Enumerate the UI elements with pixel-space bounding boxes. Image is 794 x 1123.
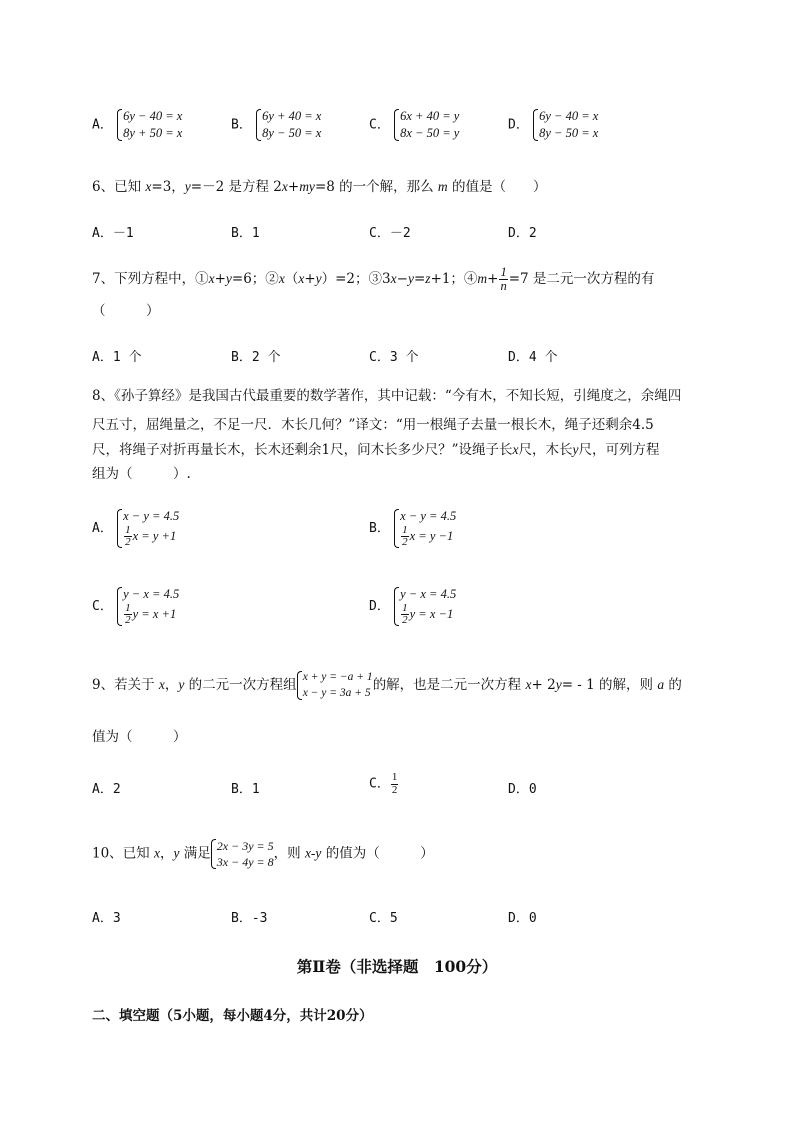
option-label: B． [231, 782, 252, 797]
q7-option-b [231, 346, 280, 365]
stem-text: ）=2；③3 [321, 271, 391, 288]
question-9-blank: 值为（ ） [92, 729, 187, 745]
q5-option-a [92, 108, 182, 142]
q10-option-c [369, 907, 398, 926]
stem-text: + [287, 179, 300, 195]
fraction-numerator: 1 [500, 265, 507, 279]
equation-system [256, 108, 321, 142]
option-label: A． [92, 226, 113, 241]
math-var: m [477, 271, 488, 287]
q10-option-a [92, 907, 121, 926]
stem-text: 的解，也是二元一次方程 [372, 677, 526, 694]
fraction-numerator: 1 [125, 601, 131, 614]
option-label: B． [231, 117, 252, 133]
option-value: 4 个 [528, 350, 558, 365]
math-var: y [225, 271, 232, 287]
q6-option-b [231, 222, 260, 241]
question-number: 6、 [92, 179, 115, 195]
equation [400, 525, 456, 549]
stem-text: 满足 [179, 845, 211, 862]
q8-option-c [92, 586, 179, 627]
stem-text: ， [159, 845, 174, 862]
math-var: my [299, 179, 315, 194]
math-var: x [281, 179, 288, 194]
option-label: C． [369, 117, 390, 133]
option-label: C． [92, 598, 113, 614]
question-number: 8、 [92, 388, 115, 404]
stem-text: = [413, 271, 426, 288]
math-var: x-y [304, 845, 322, 861]
fraction-numerator: 1 [402, 523, 408, 536]
stem-text: 尺，可列方程 [578, 442, 660, 458]
option-label: D． [508, 782, 529, 797]
math-var: x [158, 677, 165, 693]
q9-option-a [92, 778, 121, 797]
stem-text: 的 [664, 677, 682, 694]
stem-text: =7 是二元一次方程的有 [508, 271, 655, 288]
stem-text: 的值为（ ） [321, 845, 434, 862]
question-8-line-2: 尺五寸，屈绳量之，不足一尺．木长几何？”译文：“用一根绳子去量一根长木，绳子还剩余4.5 [92, 417, 654, 433]
question-8-line-4: 组为（ ）. [92, 466, 191, 482]
stem-text: − [396, 271, 408, 288]
stem-text: =6；② [231, 271, 279, 288]
option-label: A． [92, 911, 113, 926]
stem-text: = - 1 的解，则 [561, 677, 658, 694]
q7-option-c [369, 346, 418, 365]
math-var: y [178, 677, 185, 693]
math-var: x [153, 845, 160, 861]
equation: x − y = 4.5 [400, 509, 457, 523]
equation-text: y = x +1 [132, 606, 177, 621]
q7-option-a [92, 346, 141, 365]
fraction-numerator: 1 [402, 601, 408, 614]
stem-text: + [214, 271, 226, 288]
option-label: D． [369, 598, 390, 614]
option-label: D． [508, 117, 529, 133]
fraction-numerator: 1 [391, 771, 398, 783]
q8-option-a [92, 508, 179, 549]
stem-text: 若关于 [114, 677, 159, 694]
question-9-stem [92, 670, 682, 701]
stem-text: 《孙子算经》是我国古代最重要的数学著作，其中记载：“今有木，不知长短，引绳度之，余绳四 [114, 388, 682, 404]
fraction [401, 603, 409, 627]
option-value: 0 [528, 911, 537, 926]
equation-system [117, 586, 179, 627]
equation: 8y − 50 = x [262, 125, 322, 140]
math-var: x [525, 677, 532, 693]
math-var: x [278, 271, 285, 287]
equation: 8x − 50 = y [400, 125, 460, 140]
equation: 8y + 50 = x [123, 125, 183, 140]
math-var: x [145, 179, 152, 194]
option-value: -3 [251, 911, 268, 926]
equation: x + y = −a + 1 [302, 671, 373, 683]
option-value: 2 [528, 226, 537, 241]
q5-option-c [369, 108, 459, 142]
equation-system [533, 108, 598, 142]
question-number: 7、 [92, 271, 115, 288]
section-title: 第Ⅱ卷（非选择题 100分） [296, 957, 498, 976]
equation [400, 603, 456, 627]
q8-option-b [369, 508, 456, 549]
math-var: y [173, 845, 180, 861]
equation-system [297, 670, 373, 701]
option-label: B． [369, 520, 390, 536]
option-value: 1 [251, 782, 260, 797]
equation: 3x − 4y = 8 [216, 855, 274, 870]
option-value: 2 [112, 782, 121, 797]
math-var: x [390, 271, 397, 287]
question-8-line-1 [92, 385, 681, 407]
question-number: 9、 [92, 677, 115, 694]
math-var: x [512, 442, 519, 457]
option-label: D． [508, 350, 529, 365]
option-label: C． [369, 776, 390, 792]
fraction-denominator: 2 [391, 783, 398, 796]
q5-option-b [231, 108, 321, 142]
option-value: 3 个 [389, 350, 419, 365]
math-var: m [437, 179, 448, 194]
equation-text: x = y −1 [409, 528, 454, 543]
stem-text: 尺，木长 [518, 442, 573, 458]
stem-text: + [304, 271, 316, 288]
option-label: B． [231, 911, 252, 926]
math-var: y [315, 271, 322, 287]
math-var: a [657, 677, 665, 693]
equation: y − x = 4.5 [400, 587, 457, 601]
fraction [391, 772, 399, 796]
option-value: 1 [251, 226, 260, 241]
equation-system [117, 508, 179, 549]
stem-text: =3， [151, 179, 185, 195]
math-var: y [407, 271, 414, 287]
stem-text: 下列方程中，① [114, 271, 209, 288]
q6-option-d [508, 222, 537, 241]
question-6-stem [92, 176, 546, 198]
option-value: －1 [112, 226, 134, 241]
q9-option-d [508, 778, 537, 797]
q8-option-d [369, 586, 456, 627]
option-value: 2 个 [251, 350, 281, 365]
equation-system [394, 508, 456, 549]
option-value: 0 [528, 782, 537, 797]
q9-option-c [369, 772, 399, 796]
option-label: D． [508, 226, 529, 241]
math-var: y [555, 677, 562, 693]
option-value: －2 [389, 226, 411, 241]
option-label: D． [508, 911, 529, 926]
stem-text: 已知 [114, 179, 146, 195]
equation: 6y − 40 = x [539, 109, 599, 123]
fraction-denominator: 2 [125, 536, 131, 549]
equation: y − x = 4.5 [123, 587, 180, 601]
fraction-denominator: 2 [402, 536, 408, 549]
q6-option-c [369, 222, 411, 241]
fraction-denominator: 2 [125, 614, 131, 627]
question-7-blank: （ ） [92, 303, 160, 319]
equation: 8y − 50 = x [539, 125, 599, 140]
option-label: B． [231, 226, 252, 241]
q10-option-d [508, 907, 537, 926]
option-label: C． [369, 911, 390, 926]
stem-text: ， [164, 677, 179, 694]
option-value: 1 个 [112, 350, 142, 365]
option-label: C． [369, 226, 390, 241]
math-var: x [298, 271, 305, 287]
equation-system [211, 838, 274, 870]
q7-option-d [508, 346, 557, 365]
question-7-stem [92, 266, 654, 293]
equation [123, 525, 179, 549]
option-label: A． [92, 520, 113, 536]
fraction [401, 525, 409, 549]
q6-option-a [92, 222, 134, 241]
equation-text: x = y +1 [132, 528, 177, 543]
question-10-stem [92, 838, 434, 870]
stem-text: + [487, 271, 499, 288]
equation-system [117, 108, 182, 142]
equation [123, 603, 179, 627]
fraction-numerator: 1 [125, 523, 131, 536]
option-label: A． [92, 117, 113, 133]
stem-text: 尺，将绳子对折再量长木，长木还剩余1尺，问木长多少尺？”设绳子长 [92, 442, 513, 458]
option-label: C． [369, 350, 390, 365]
question-8-line-3 [92, 439, 660, 461]
equation-system [394, 586, 456, 627]
equation-system [394, 108, 459, 142]
fraction [499, 266, 507, 293]
stem-text: 的值是（ ） [447, 179, 547, 195]
q10-option-b [231, 907, 267, 926]
q5-option-d [508, 108, 598, 142]
stem-text: + 2 [531, 677, 556, 694]
equation: 2x − 3y = 5 [216, 839, 274, 853]
math-var: y [184, 179, 191, 194]
equation: 6y − 40 = x [123, 109, 183, 123]
stem-text: =8 的一个解，那么 [314, 179, 438, 195]
equation: x − y = 4.5 [123, 509, 180, 523]
stem-text: ，则 [273, 845, 305, 862]
stem-text: +1；④ [430, 271, 478, 288]
fraction-denominator: 2 [402, 614, 408, 627]
equation: x − y = 3a + 5 [302, 686, 371, 699]
math-var: y [572, 442, 579, 457]
equation-text: y = x −1 [409, 606, 454, 621]
q9-option-b [231, 778, 260, 797]
fraction-denominator: n [500, 279, 507, 294]
equation: 6y + 40 = x [262, 109, 322, 123]
section-subtitle: 二、填空题（5小题，每小题4分，共计20分） [92, 1008, 373, 1024]
option-value: 3 [112, 911, 121, 926]
math-var: x [208, 271, 215, 287]
stem-text: 的二元一次方程组 [184, 677, 297, 694]
option-label: B． [231, 350, 252, 365]
fraction [124, 603, 132, 627]
option-label: A． [92, 350, 113, 365]
stem-text: （ [284, 271, 299, 288]
question-number: 10、 [92, 845, 123, 862]
stem-text: 已知 [122, 845, 154, 862]
option-label: A． [92, 782, 113, 797]
math-var: z [425, 271, 431, 287]
stem-text: =－2 是方程 2 [190, 179, 282, 195]
fraction [124, 525, 132, 549]
equation: 6x + 40 = y [400, 109, 460, 123]
option-value: 5 [389, 911, 398, 926]
